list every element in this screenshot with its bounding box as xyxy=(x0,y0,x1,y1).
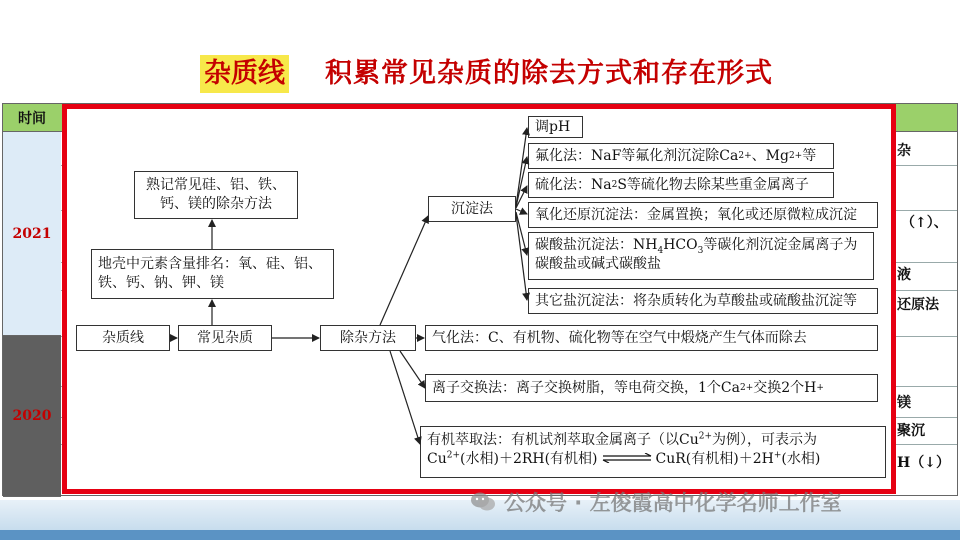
carbonate-text: HCO xyxy=(663,237,698,253)
title-highlight: 杂质线 xyxy=(200,55,289,93)
extraction-line-1 xyxy=(427,431,879,450)
fluoride-method-box: 氟化法：NaF等氟化剂沉淀除Ca 2+ 、Mg 2+ 等 xyxy=(528,143,834,169)
superscript: 2+ xyxy=(698,431,713,442)
year-column xyxy=(3,104,61,495)
table-cell-fragment: 聚沉 xyxy=(897,423,925,439)
redox-precipitation-box: 氧化还原沉淀法：金属置换；氧化或还原微粒成沉淀 xyxy=(528,202,878,228)
extraction-line-2 xyxy=(427,450,879,469)
subscript: 3 xyxy=(697,245,704,256)
precipitation-box: 沉淀法 xyxy=(428,196,516,222)
slide-title xyxy=(200,54,773,94)
fluoride-text: 氟化法：NaF等氟化剂沉淀除Ca xyxy=(535,147,739,164)
extraction-text: Cu xyxy=(427,451,447,467)
carbonate-line-1 xyxy=(535,236,867,255)
table-cell-fragment: （↑）、 xyxy=(901,215,948,231)
root-impurity-line-box: 杂质线 xyxy=(76,325,170,351)
fluoride-text: 、Mg xyxy=(751,147,789,164)
footer-stripe xyxy=(0,530,960,540)
carbonate-line-2: 碳酸盐或碱式碳酸盐 xyxy=(535,256,661,272)
ph-adjust-box: 调pH xyxy=(528,116,583,138)
fluoride-text: 等 xyxy=(802,147,817,164)
extraction-text: 有机萃取法：有机试剂萃取金属离子（以Cu xyxy=(427,432,699,448)
superscript: 2+ xyxy=(446,450,461,461)
table-cell-fragment: 杂 xyxy=(897,143,911,159)
superscript: + xyxy=(773,450,782,461)
extraction-text: 为例），可表示为 xyxy=(712,432,818,448)
organic-extraction-method-box xyxy=(420,426,886,478)
carbonate-method-box xyxy=(528,232,874,280)
subscript: 4 xyxy=(657,245,664,256)
watermark xyxy=(470,487,842,517)
table-cell-fragment: 镁 xyxy=(897,395,911,411)
table-cell-fragment: 还原法 xyxy=(897,297,939,313)
ion-exchange-method-box: 离子交换法：离子交换树脂，等电荷交换，1个Ca 2+ 交换2个H + xyxy=(425,374,878,402)
equilibrium-arrow-icon xyxy=(601,450,653,460)
extraction-text: (水相)＋2RH(有机相) xyxy=(460,451,598,467)
sulfide-text: 硫化法：Na xyxy=(535,176,612,193)
extraction-text: (水相) xyxy=(781,451,821,467)
common-impurities-box: 常见杂质 xyxy=(178,325,272,351)
table-header-time: 时间 xyxy=(3,104,61,132)
sulfide-method-box: 硫化法：Na 2 S等硫化物去除某些重金属离子 xyxy=(528,172,834,198)
removal-methods-box: 除杂方法 xyxy=(320,325,416,351)
year-2020: 2020 xyxy=(3,336,61,497)
title-main: 积累常见杂质的除去方式和存在形式 xyxy=(325,58,773,89)
table-cell-fragment: H（↓） xyxy=(897,455,950,471)
wechat-icon xyxy=(470,491,496,513)
year-2021: 2021 xyxy=(3,132,61,336)
carbonate-text: 等碳化剂沉淀金属离子为 xyxy=(703,237,858,253)
other-salt-method-box: 其它盐沉淀法：将杂质转化为草酸盐或硫酸盐沉淀等 xyxy=(528,288,878,314)
memorize-box: 熟记常见硅、铝、铁、钙、镁的除杂方法 xyxy=(134,171,298,219)
extraction-text: CuR(有机相)＋2H xyxy=(655,451,774,467)
sulfide-text: S等硫化物去除某些重金属离子 xyxy=(617,176,809,193)
table-cell-fragment: 液 xyxy=(897,267,911,283)
ion-exchange-text: 交换2个H xyxy=(753,379,817,396)
crust-ranking-box: 地壳中元素含量排名：氧、硅、铝、铁、钙、钠、钾、镁 xyxy=(91,249,334,299)
ion-exchange-text: 离子交换法：离子交换树脂，等电荷交换，1个Ca xyxy=(432,379,740,396)
gasification-method-box: 气化法：C、有机物、硫化物等在空气中煅烧产生气体而除去 xyxy=(425,325,878,351)
watermark-text: 公众号 · 左俊霞高中化学名师工作室 xyxy=(504,491,842,515)
carbonate-text: 碳酸盐沉淀法：NH xyxy=(535,237,658,253)
